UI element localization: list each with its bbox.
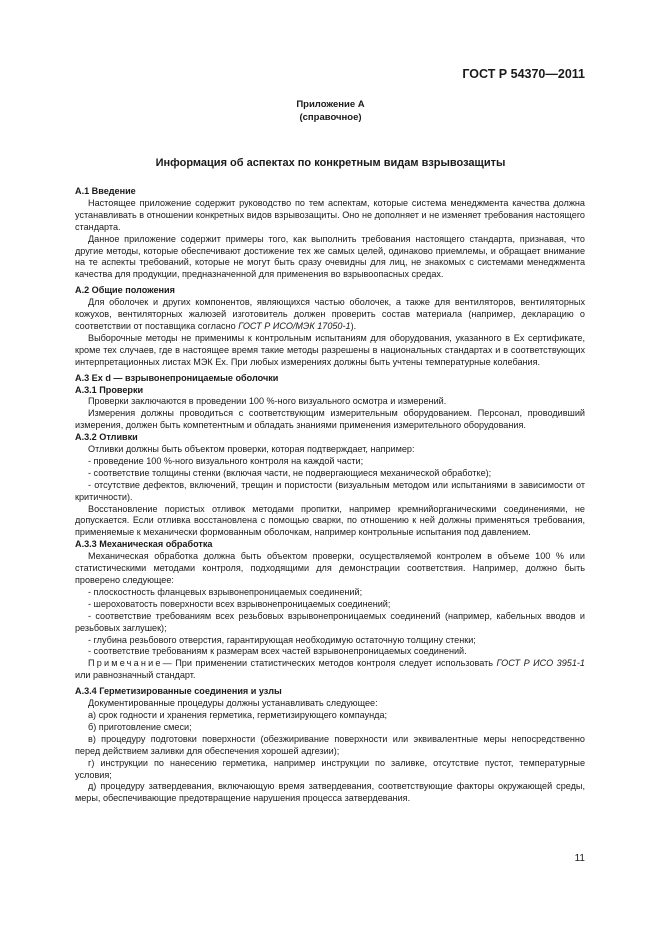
list-item: - отсутствие дефектов, включений, трещин и пористости (визуальным методом или испытаниями в зависимости от критичности). [75,479,585,502]
note-text: — При применении статистических методов контроля следует использовать [162,658,497,669]
paragraph: Данное приложение содержит примеры того, как выполнить требования настоящего стандарта, признавая, что другие методы, которые обеспечивают достижение тех же самых целей, одинаково приемлемы, и обращает внимание на те аспекты требований, которые не могут быть сразу очевидны для лиц, не знакомых с системами менеджмента качества для продукции, предназначенной для применения во взрывоопасных средах. [75,233,585,280]
section-heading-a1: А.1 Введение [75,186,136,196]
standard-reference: ГОСТ Р ИСО 3951-1 [496,658,585,669]
list-item: - соответствие требованиям всех резьбовых взрывонепроницаемых соединений (например, кабельных вводов и резьбовых заглушек); [75,610,585,633]
paragraph-text: ). [350,320,357,331]
note-text: или равнозначный стандарт. [75,670,196,681]
note [75,658,585,682]
list-item: - шероховатость поверхности всех взрывонепроницаемых соединений; [88,598,391,609]
paragraph: Измерения должны проводиться с соответствующим измерительным оборудованием. Персонал, проводивший измерения, должен быть компетентным и обладать знаниями применения измерительного оборудования. [75,408,585,431]
section-heading-a3: А.3 Ex d — взрывонепроницаемые оболочки [75,372,279,383]
list-item: д) процедуру затвердевания, включающую время затвердевания, соответствующие факторы окружающей среды, меры, обеспечивающие предотвращение нарушения процесса затвердевания. [75,781,585,804]
paragraph: Восстановление пористых отливок методами пропитки, например кремнийорганическими соединениями, не допускается. Если отливка восстановлена с помощью сварки, по отношению к ней должны применяться требования, применяемые к механически формованным оболочкам, например контрольные испытания под давлением. [75,503,585,538]
list-item: - проведение 100 %-ного визуального контроля на каждой части; [88,455,364,466]
paragraph: Выборочные методы не применимы к контрольным испытаниям для оборудования, указанного в Ex сертификате, кроме тех случаев, где в настоящее время такие методы разрешены в национальных стандартах и в соответствующих интерпретационных листах МЭК Ex. При любых измерениях должны быть учтены температурные колебания. [75,332,585,367]
document-number: ГОСТ Р 54370—2011 [462,67,585,81]
appendix-title: Приложение А [296,99,365,110]
appendix-subtitle: (справочное) [299,112,362,123]
paragraph [75,297,585,333]
appendix-heading [0,98,661,124]
appendix-main-title: Информация об аспектах по конкретным видам взрывозащиты [155,157,506,169]
paragraph: Механическая обработка должна быть объектом проверки, осуществляемой контролем в объеме 100 % или статистическими методами контроля, подходящими для демонстрации соответствия. Например, должно быть проверено следующее: [75,551,585,585]
list-item: - соответствие требованиям к размерам всех частей взрывонепроницаемых соединений. [88,646,467,657]
subsection-heading-a32: А.3.2 Отливки [75,432,138,443]
list-item: а) срок годности и хранения герметика, герметизирующего компаунда; [88,709,388,720]
list-item: б) приготовление смеси; [88,721,192,732]
list-item: г) инструкции по нанесению герметика, например инструкции по заливке, отсутствие пустот, температурные условия; [75,757,585,780]
list-item: - глубина резьбового отверстия, гарантирующая необходимую остаточную толщину стенки; [88,634,476,645]
document-body [75,186,585,805]
paragraph: Настоящее приложение содержит руководство по тем аспектам, которые система менеджмента качества должна устанавливать в отношении конкретных видов взрывозащиты. Оно не дополняет и не изменяет требования настоящего стандарта. [75,197,585,232]
subsection-heading-a33: А.3.3 Механическая обработка [75,539,213,550]
section-heading-a2: А.2 Общие положения [75,285,175,296]
paragraph: Документированные процедуры должны устанавливать следующее: [88,698,378,709]
list-item: - плоскостность фланцевых взрывонепроницаемых соединений; [88,586,363,597]
paragraph: Проверки заключаются в проведении 100 %-ного визуального осмотра и измерений. [88,396,447,407]
list-item: в) процедуру подготовки поверхности (обезжиривание поверхности или эквивалентные меры непосредственно перед действием заливки для обеспечения хорошей адгезии); [75,733,585,756]
standard-reference: ГОСТ Р ИСО/МЭК 17050-1 [238,320,351,331]
subsection-heading-a31: А.3.1 Проверки [75,384,144,395]
paragraph-text: Для оболочек и других компонентов, являющихся частью оболочек, а также для вентиляторов, вентиляторных кожухов, вентиляторных жалюзей изготовитель должен проверить состав материала (например, декларацию о соответствии от поставщика согласно [75,297,585,331]
note-label: Примечание [88,658,163,669]
paragraph: Отливки должны быть объектом проверки, которая подтверждает, например: [88,444,415,455]
subsection-heading-a34: А.3.4 Герметизированные соединения и узлы [75,686,282,697]
page-number: 11 [574,853,585,864]
list-item: - соответствие толщины стенки (включая части, не подвергающиеся механической обработке); [88,467,492,478]
